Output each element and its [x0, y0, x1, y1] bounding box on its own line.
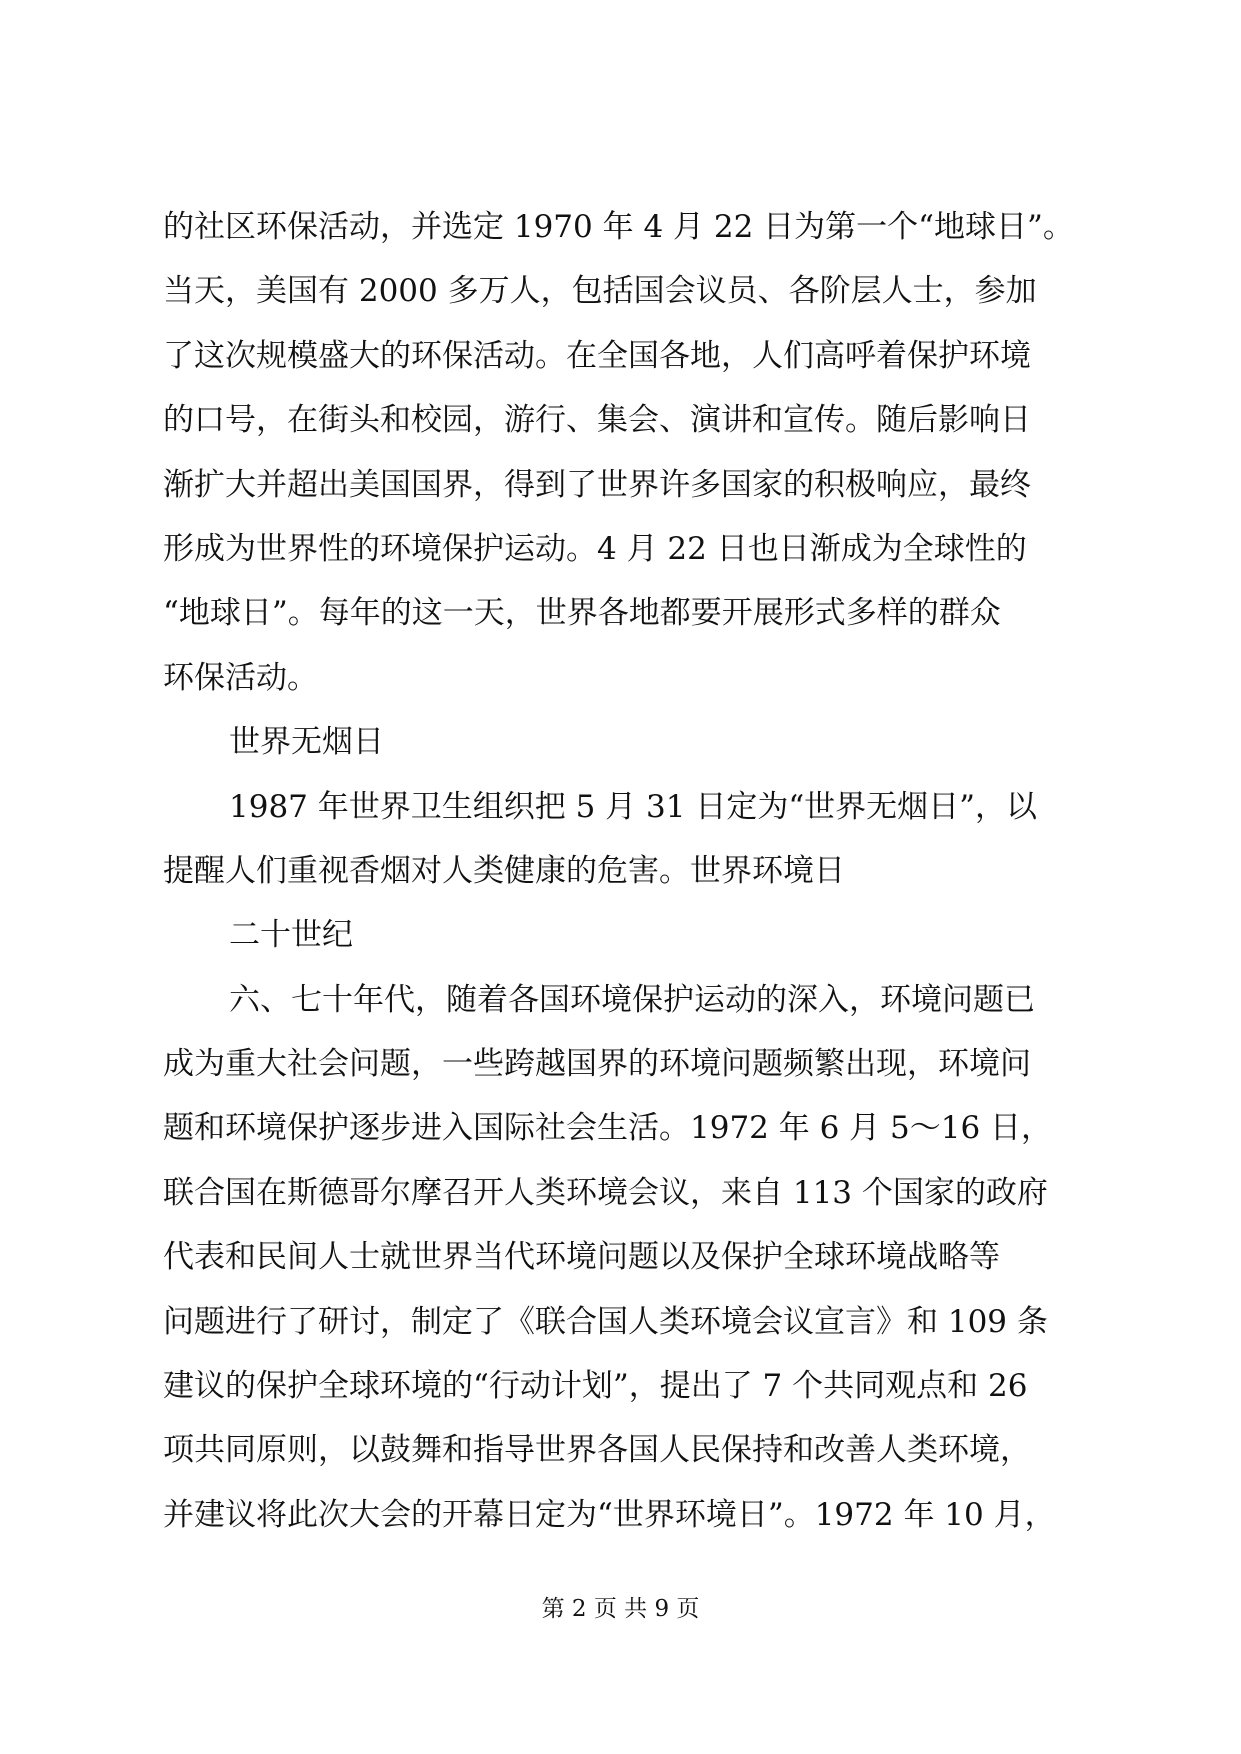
text-line: 渐扩大并超出美国国界，得到了世界许多国家的积极响应，最终	[163, 466, 1031, 503]
text-line: “地球日”。每年的这一天，世界各地都要开展形式多样的群众	[163, 595, 1001, 632]
text-line: 问题进行了研讨，制定了《联合国人类环境会议宣言》和 109 条	[163, 1303, 1048, 1340]
text-line: 形成为世界性的环境保护运动。4 月 22 日也日渐成为全球性的	[163, 530, 1027, 567]
body-text	[163, 195, 1083, 1547]
page-number-footer: 第 2 页 共 9 页	[541, 1596, 700, 1622]
text-line: 了这次规模盛大的环保活动。在全国各地，人们高呼着保护环境	[163, 337, 1031, 374]
section-heading-world-no-tobacco-day: 世界无烟日	[229, 724, 384, 761]
text-line: 联合国在斯德哥尔摩召开人类环境会议，来自 113 个国家的政府	[163, 1174, 1048, 1211]
text-line: 1987 年世界卫生组织把 5 月 31 日定为“世界无烟日”，以	[229, 788, 1038, 825]
text-line: 的口号，在街头和校园，游行、集会、演讲和宣传。随后影响日	[163, 402, 1031, 439]
text-line: 题和环境保护逐步进入国际社会生活。1972 年 6 月 5～16 日，	[163, 1110, 1053, 1147]
text-line: 并建议将此次大会的开幕日定为“世界环境日”。1972 年 10 月，	[163, 1496, 1056, 1533]
text-line: 二十世纪	[229, 917, 353, 954]
text-line: 代表和民间人士就世界当代环境问题以及保护全球环境战略等	[163, 1239, 1000, 1276]
text-line: 六、七十年代，随着各国环境保护运动的深入，环境问题已	[229, 981, 1035, 1018]
text-line: 当天，美国有 2000 多万人，包括国会议员、各阶层人士，参加	[163, 273, 1037, 310]
text-line: 项共同原则，以鼓舞和指导世界各国人民保持和改善人类环境，	[163, 1432, 1031, 1469]
text-line: 建议的保护全球环境的“行动计划”，提出了 7 个共同观点和 26	[163, 1368, 1028, 1405]
text-line: 提醒人们重视香烟对人类健康的危害。世界环境日	[163, 852, 845, 889]
text-line: 成为重大社会问题，一些跨越国界的环境问题频繁出现，环境问	[163, 1046, 1031, 1083]
text-line: 的社区环保活动，并选定 1970 年 4 月 22 日为第一个“地球日”。	[163, 209, 1074, 245]
text-line: 环保活动。	[163, 659, 318, 696]
